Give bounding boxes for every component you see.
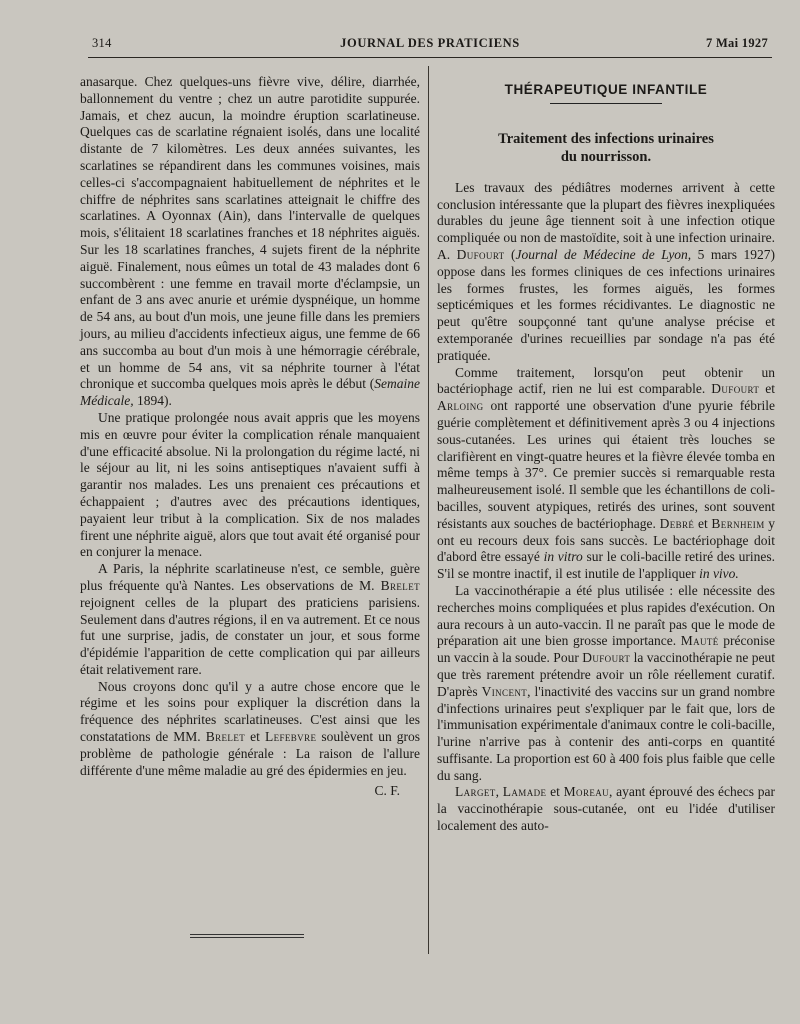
header-rule <box>88 57 772 58</box>
author-name: Bernheim <box>711 515 765 531</box>
author-name: Debré <box>659 515 695 531</box>
issue-date: 7 Mai 1927 <box>705 36 768 50</box>
page-number: 314 <box>92 36 112 50</box>
author-name: Vincent <box>481 683 528 699</box>
article-title: Traitement des infections urinaires du nourrisson. <box>498 130 714 165</box>
paragraph: Comme traitement, lorsqu'on peut obtenir un bactériophage actif, rien ne lui est comparable. Dufourt et Arloing ont rapporté une observation d'une pyurie fébrile guérie complètement et définitivement après 3 ou 4 injections sous-cutanées. Les urines qui étaient très louches se clarifièrent en vingt-quatre heures et la fièvre élevée tomba en même temps à 37°. Ce premier succès si remarquable resta malheureusement isolé. Il semble que les échantillons de coli-bacilles, souvent atypiques, retirés des urines, sont souvent résistants aux souches de bactériophage. Debré et Bernheim y ont eu recours deux fois sans succès. Le bactériophage doit d'abord être essayé in vitro sur le coli-bacille retiré des urines. S'il se montre inactif, il est inutile de l'appliquer in vivo. <box>437 364 775 582</box>
column-divider <box>428 66 429 954</box>
paragraph: anasarque. Chez quelques-uns fièvre vive, délire, diarrhée, ballonnement du ventre ; chez un autre parotidite suppurée. Jamais, et chez aucun, la moindre éruption scarlatineuse. Quelques cas de scarlatine régnaient isolés, dans une localité distante de 7 kilomètres. Les deux années suivantes, les scarlatines se répandirent dans les communes voisines, mais celles-ci s'accompagnaient habituellement de néphrites et le chiffre de néphrites sans scarlatines atteignait le chiffre des scarlatines. A Oyonnax (Ain), dans l'intervalle de quelques mois, s'élitaient 18 scarlatines franches et 18 néphrites aiguës. Sur les 18 scarlatines franches, 4 sujets firent de la néphrite aiguë. Finalement, nous eûmes un total de 43 malades dont 6 succombèrent : une femme en travail morte d'éclampsie, un enfant de 3 ans avec anurie et urémie dyspnéique, un homme de 54 ans, au bout d'un mois, une jeune fille dans les premiers jours, au milieu d'accidents infectieux aigus, une femme de 66 ans succomba au bout d'un mois à une hémorragie cérébrale, et un homme de 54 ans, vit sa néphrite tourner à l'état chronique et succomba quelques mois après le début (Semaine Médicale, 1894). <box>80 74 420 409</box>
citation: Journal de Médecine de Lyon, <box>515 246 692 262</box>
author-name: Brelet <box>205 729 246 745</box>
paragraph: Une pratique prolongée nous avait appris que les moyens mis en œuvre pour éviter la complication rénale manquaient d'une efficacité absolue. Ni la prolongation du régime lacté, ni le séjour au lit, ni les soins antiseptiques n'avaient suffi à garantir nos malades. Les uns prenaient ces précautions et échappaient ; d'autres avec des précautions identiques, payaient leur tribut à la complication. Six de nos malades firent une néphrite aiguë, alors que tout avait été organisé pour en conjurer la menace. <box>80 409 420 560</box>
paragraph: A Paris, la néphrite scarlatineuse n'est, ce semble, guère plus fréquente qu'à Nantes. Les observations de M. Brelet rejoignent celles de la plupart des praticiens parisiens. Seulement dans d'autres régions, il en va autrement. Et ce nous fut une surprise, jadis, de constater un jour, et sous forme d'épidémie l'apparition de cette complication qui par ailleurs était relativement rare. <box>80 561 420 677</box>
italic-term: in vivo. <box>699 566 739 582</box>
left-column <box>80 74 420 800</box>
paragraph: Les travaux des pédiâtres modernes arrivent à cette conclusion intéressante que la plupart des fièvres inexpliquées durables du jeune âge tiennent soit à une infection otique compliquée ou non de mastoïdite, soit à une infection urinaire. A. Dufourt (Journal de Médecine de Lyon, 5 mars 1927) oppose dans les formes cliniques de ces infections urinaires les formes frustes, les formes aiguës, les formes septicémiques et les formes récidivantes. Le diagnostic ne peut qu'être soupçonné tant qu'une analyse précise et extemporanée d'urines recueillies par sondage n'a pas été pratiquée. <box>437 179 775 363</box>
section-title: THÉRAPEUTIQUE INFANTILE <box>504 82 708 97</box>
author-name: Dufourt <box>582 650 631 666</box>
running-header <box>92 36 768 56</box>
section-underline <box>550 103 662 104</box>
author-name: Dufourt <box>711 381 760 397</box>
citation: Semaine Médicale, <box>80 376 420 409</box>
author-name: Lefebvre <box>264 729 317 745</box>
author-name: Larget <box>455 784 496 800</box>
author-name: Moreau <box>563 784 610 800</box>
author-name: Mauté <box>680 633 719 649</box>
paragraph: Nous croyons donc qu'il y a autre chose encore que le régime et les soins pour expliquer la discrétion dans la fréquence des néphrites scarlatineuses. C'est ainsi que les constatations de MM. Brelet et Lefebvre soulèvent un gros problème de pathologie générale : La raison de l'allure différente d'une même maladie au gré des épidermies en jeu. <box>80 678 420 778</box>
paragraph: La vaccinothérapie a été plus utilisée : elle nécessite des recherches moins compliquées et plus rapides d'exécution. On aura recours à un auto-vaccin. Il ne paraît pas que le mode de préparation ait une bien grosse importance. Mauté préconise un vaccin à la soude. Pour Dufourt la vaccinothérapie ne peut que très rarement prétendre avoir un rôle réellement curatif. D'après Vincent, l'inactivité des vaccins sur un grand nombre d'infections urinaires peut s'expliquer par le fait que, lors de l'immunisation expérimentale d'animaux contre le coli-bacille, l'urine n'arrive pas à contenir des anti-corps en quantité suffisante. La proportion est 60 à 400 fois plus faible que celle du sang. <box>437 582 775 783</box>
author-name: Brelet <box>380 577 420 593</box>
end-rule <box>190 937 304 938</box>
author-name: Arloing <box>437 398 484 414</box>
end-rule <box>190 934 304 935</box>
journal-title: JOURNAL DES PRATICIENS <box>340 36 520 50</box>
author-name: Dufourt <box>456 246 505 262</box>
author-name: Lamade <box>502 784 547 800</box>
paragraph: Larget, Lamade et Moreau, ayant éprouvé des échecs par la vaccinothérapie sous-cutanée, ont eu l'idée d'utiliser localement des auto- <box>437 784 776 834</box>
signature: C. F. <box>374 783 400 799</box>
right-column <box>437 82 775 835</box>
italic-term: in vitro <box>543 549 583 565</box>
